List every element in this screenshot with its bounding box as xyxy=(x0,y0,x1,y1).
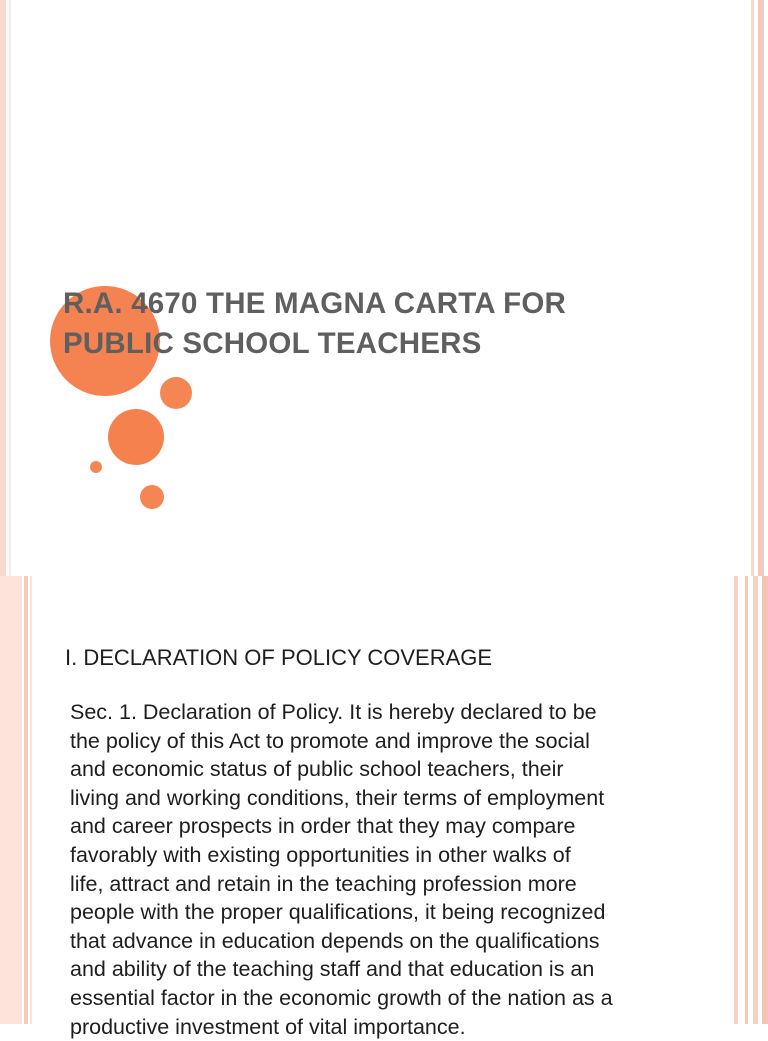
body-line: and ability of the teaching staff and that education is an xyxy=(70,957,595,982)
slide-title-line-2: PUBLIC SCHOOL TEACHERS xyxy=(63,327,482,360)
decorative-circle-small xyxy=(160,377,192,409)
right-edge-stripe-3 xyxy=(753,576,758,1024)
body-line: life, attract and retain in the teaching profession more xyxy=(70,871,577,896)
body-line: people with the proper qualifications, it being recognized xyxy=(70,900,606,925)
left-edge-band xyxy=(0,576,22,1024)
body-line: and career prospects in order that they may compare xyxy=(70,814,576,839)
decorative-circle-medium xyxy=(108,409,164,465)
right-edge-stripe xyxy=(758,0,764,576)
body-line: Sec. 1. Declaration of Policy. It is hereby declared to be xyxy=(70,700,597,724)
right-edge-stripe-4 xyxy=(762,576,768,1024)
section-heading: I. DECLARATION OF POLICY COVERAGE xyxy=(65,645,493,670)
content-slide xyxy=(0,576,768,1039)
left-edge-stripe xyxy=(24,576,28,1024)
right-edge-stripe-thin xyxy=(751,0,754,576)
body-line: living and working conditions, their terms of employment xyxy=(70,785,605,810)
body-line: and economic status of public school teachers, their xyxy=(70,757,564,782)
section-body xyxy=(70,698,750,1041)
slide-title xyxy=(63,284,566,364)
left-edge-stripe-thin xyxy=(30,576,32,1024)
left-edge-stripe-thin xyxy=(9,0,11,576)
body-line: essential factor in the economic growth of the nation as a xyxy=(70,985,613,1010)
body-line: that advance in education depends on the qualifications xyxy=(70,928,600,953)
slide-title-line-1: R.A. 4670 THE MAGNA CARTA FOR xyxy=(63,287,566,320)
body-line: productive investment of vital importance. xyxy=(70,1014,466,1039)
decorative-circle-small-lower xyxy=(140,485,164,509)
body-line: favorably with existing opportunities in other walks of xyxy=(70,842,571,867)
decorative-circle-tiny xyxy=(90,461,102,473)
body-line: the policy of this Act to promote and improve the social xyxy=(70,728,590,753)
left-edge-stripe xyxy=(0,0,6,576)
